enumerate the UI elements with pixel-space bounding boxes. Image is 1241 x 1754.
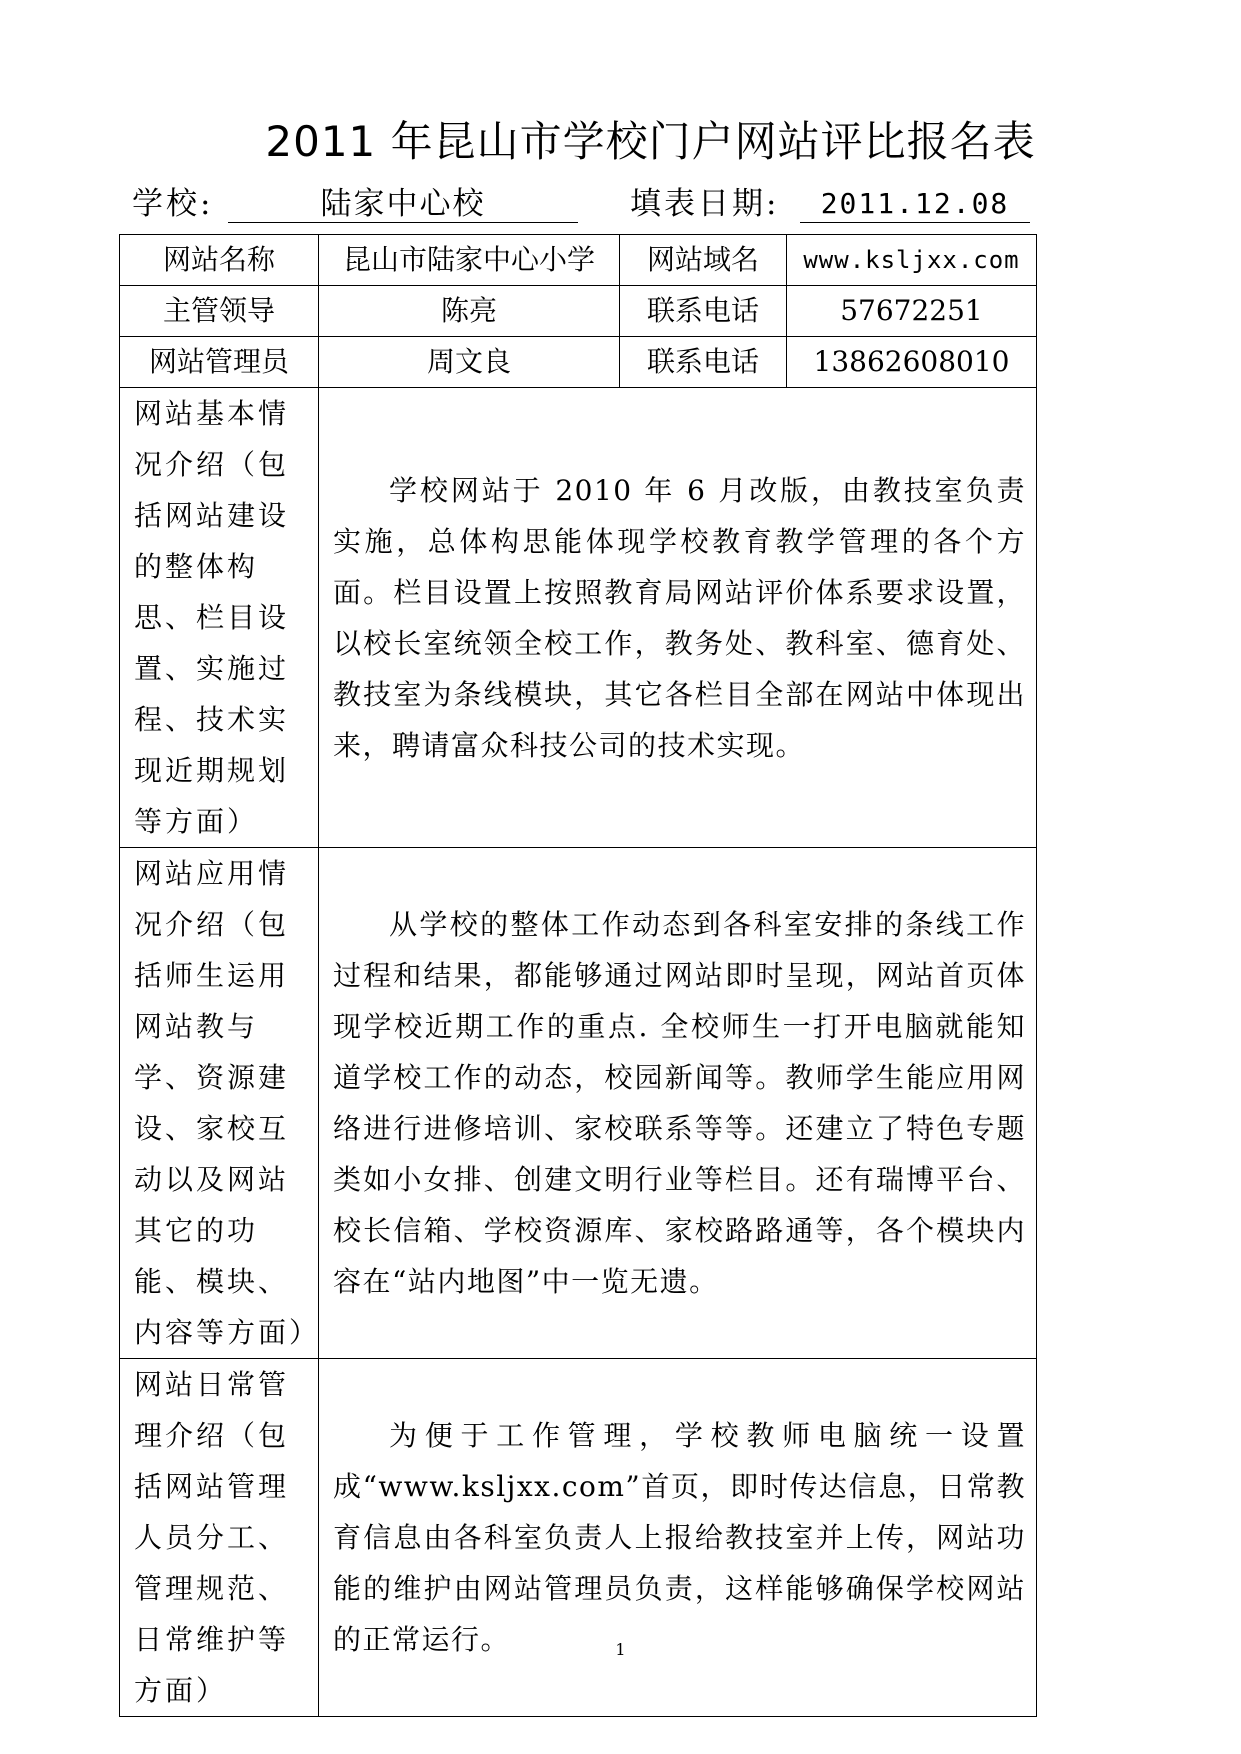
admin-phone-value: 13862608010 [787,337,1037,388]
page-title: 2011 年昆山市学校门户网站评比报名表 [265,117,1036,166]
table-row [120,848,1037,1359]
table-row [120,286,1037,337]
table-row [120,235,1037,286]
page-number: 1 [615,1640,626,1659]
management-info-label: 网站日常管理介绍（包括网站管理人员分工、管理规范、日常维护等方面） [120,1359,319,1717]
management-info-text: 为便于工作管理，学校教师电脑统一设置成“www.ksljxx.com”首页，即时传达信息，日常教育信息由各科室负责人上报给教技室并上传，网站功能的维护由网站管理员负责，这样能够确保学校网站的正常运行。 [319,1359,1037,1717]
admin-label: 网站管理员 [120,337,319,388]
date-label: 填表日期: [630,186,780,222]
registration-table [119,234,1037,1717]
basic-info-text: 学校网站于 2010 年 6 月改版，由教技室负责实施，总体构思能体现学校教育教学管理的各个方面。栏目设置上按照教育局网站评价体系要求设置，以校长室统领全校工作，教务处、教科室、德育处、教技室为条线模块，其它各栏目全部在网站中体现出来，聘请富众科技公司的技术实现。 [319,388,1037,848]
site-name-value: 昆山市陆家中心小学 [319,235,620,286]
school-label: 学校: [132,186,214,222]
date-value: 2011.12.08 [800,184,1030,223]
usage-info-label: 网站应用情况介绍（包括师生运用网站教与学、资源建设、家校互动以及网站其它的功能、模块、内容等方面） [120,848,319,1359]
domain-value: www.ksljxx.com [787,235,1037,286]
table-row [120,337,1037,388]
table-row [120,1359,1037,1717]
leader-label: 主管领导 [120,286,319,337]
phone-label: 联系电话 [620,286,787,337]
school-value: 陆家中心校 [228,184,578,223]
domain-label: 网站域名 [620,235,787,286]
leader-phone-value: 57672251 [787,286,1037,337]
table-row [120,388,1037,848]
usage-info-text: 从学校的整体工作动态到各科室安排的条线工作过程和结果，都能够通过网站即时呈现，网站首页体现学校近期工作的重点. 全校师生一打开电脑就能知道学校工作的动态，校园新闻等。教师学生能应用网络进行进修培训、家校联系等等。还建立了特色专题类如小女排、创建文明行业等栏目。还有瑞博平台、校长信箱、学校资源库、家校路路通等，各个模块内容在“站内地图”中一览无遗。 [319,848,1037,1359]
admin-value: 周文良 [319,337,620,388]
site-name-label: 网站名称 [120,235,319,286]
phone-label: 联系电话 [620,337,787,388]
date-field [630,184,1010,224]
basic-info-label: 网站基本情况介绍（包括网站建设的整体构思、栏目设置、实施过程、技术实现近期规划等方面） [120,388,319,848]
leader-value: 陈亮 [319,286,620,337]
school-field [132,184,486,224]
